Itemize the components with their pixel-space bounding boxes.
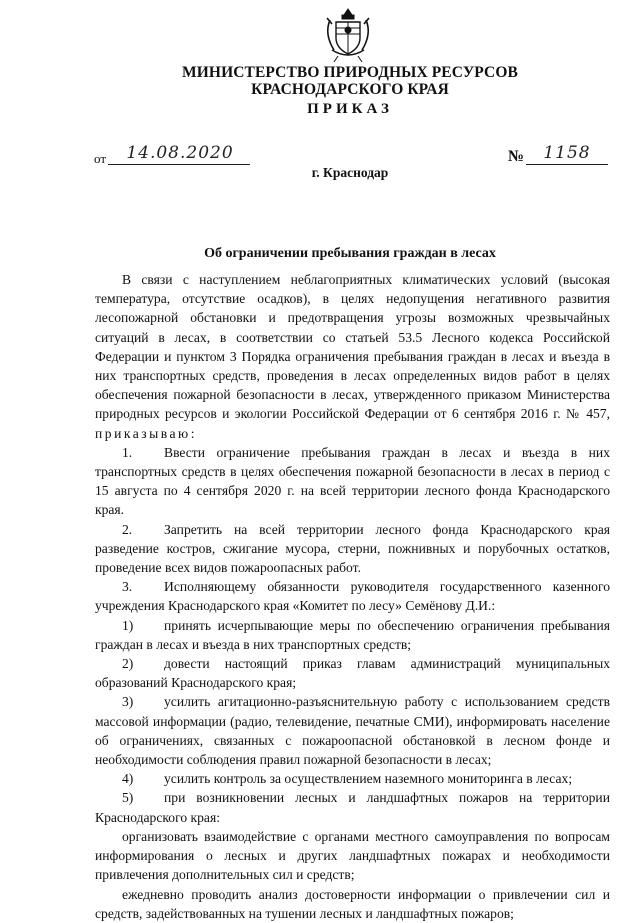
subitem-text: довести настоящий приказ главам администраций муниципальных образований Краснодарского края; bbox=[95, 656, 610, 691]
subitem-text: усилить агитационно-разъяснительную работу с использованием средств массовой информации (радио, телевидение, печатные СМИ), информировать население об ограничениях, связанных с пожароопасной обстановкой в лесном фонде и необходимости соблюдения правил пожарной безопасности в лесах; bbox=[95, 694, 610, 768]
sub-list-item bbox=[95, 692, 610, 769]
date-label: от bbox=[94, 151, 107, 166]
subitem-text: принять исчерпывающие меры по обеспечению ограничения пребывания граждан в лесах и въезда в них транспортных средств; bbox=[95, 617, 610, 652]
body-paragraph: ежедневно проводить анализ достоверности информации о привлечении сил и средств, задействованных на тушении лесных и ландшафтных пожаров; bbox=[95, 886, 610, 921]
subitem-text: при возникновении лесных и ландшафтных пожаров на территории Краснодарского края: bbox=[95, 790, 610, 825]
sub-list-item bbox=[95, 654, 610, 692]
item-text: Запретить на всей территории лесного фонда Краснодарского края разведение костров, сжигание мусора, стерни, пожнивных и порубочных остатков, проведение всех видов пожароопасных работ. bbox=[95, 521, 610, 576]
sub-list-item bbox=[95, 769, 610, 788]
ministry-heading bbox=[100, 64, 600, 98]
order-subject: Об ограничении пребывания граждан в лесах bbox=[204, 246, 496, 261]
list-item bbox=[95, 577, 610, 615]
subitem-number: 2) bbox=[122, 656, 134, 672]
order-body bbox=[95, 270, 610, 923]
sub-list-item bbox=[95, 616, 610, 654]
preamble-command: приказываю: bbox=[95, 425, 197, 441]
city: г. Краснодар bbox=[311, 165, 389, 180]
item-number: 3. bbox=[122, 579, 133, 595]
ministry-line-1: МИНИСТЕРСТВО ПРИРОДНЫХ РЕСУРСОВ bbox=[182, 64, 518, 81]
subitem-text: усилить контроль за осуществлением наземного мониторинга в лесах; bbox=[164, 771, 573, 787]
document-type: ПРИКАЗ bbox=[307, 101, 393, 117]
subitem-number: 1) bbox=[122, 617, 134, 633]
item-number: 2. bbox=[122, 521, 133, 537]
handwritten-number: 1158 bbox=[543, 143, 591, 163]
item-number: 1. bbox=[122, 444, 133, 460]
ministry-line-2: КРАСНОДАРСКОГО КРАЯ bbox=[251, 81, 449, 98]
preamble-paragraph bbox=[95, 270, 610, 443]
preamble-text: В связи с наступлением неблагоприятных климатических условий (высокая температура, отсутствие осадков), в целях недопущения негативного развития лесопожарной обстановки и предотвращения угрозы возможных чрезвычайных ситуаций в лесах, в соответствии со статьей 53.5 Лесного кодекса Российской Федерации и пунктом 3 Порядка ограничения пребывания граждан в лесах и въезда в них транспортных средств, проведения в лесах определенных видов работ в целях обеспечения пожарной безопасности в лесах, утвержденного приказом Министерства природных ресурсов и экологии Российской Федерации от 6 сентября 2016 г. № 457, bbox=[95, 272, 610, 422]
item-text: Ввести ограничение пребывания граждан в лесах и въезда в них транспортных средств в целях обеспечения пожарной безопасности в лесах в период с 15 августа по 4 сентября 2020 г. на всей территории лесного фонда Краснодарского края. bbox=[95, 444, 610, 518]
subitem-number: 3) bbox=[122, 694, 134, 710]
subitem-number: 5) bbox=[122, 790, 134, 806]
list-item bbox=[95, 443, 610, 520]
handwritten-date: 14.08.2020 bbox=[126, 143, 234, 163]
subitem-number: 4) bbox=[122, 771, 134, 787]
number-label: № bbox=[508, 148, 525, 165]
item-text: Исполняющему обязанности руководителя государственного казенного учреждения Краснодарского края «Комитет по лесу» Семёнову Д.И.: bbox=[95, 579, 610, 614]
body-paragraph: организовать взаимодействие с органами местного самоуправления по вопросам информирования о лесных и других ландшафтных пожарах и необходимости привлечения дополнительных сил и средств; bbox=[95, 828, 610, 883]
list-item bbox=[95, 520, 610, 578]
krasnodar-coat-of-arms-icon bbox=[322, 6, 374, 64]
number-underline bbox=[526, 164, 608, 165]
sub-list-item bbox=[95, 788, 610, 826]
